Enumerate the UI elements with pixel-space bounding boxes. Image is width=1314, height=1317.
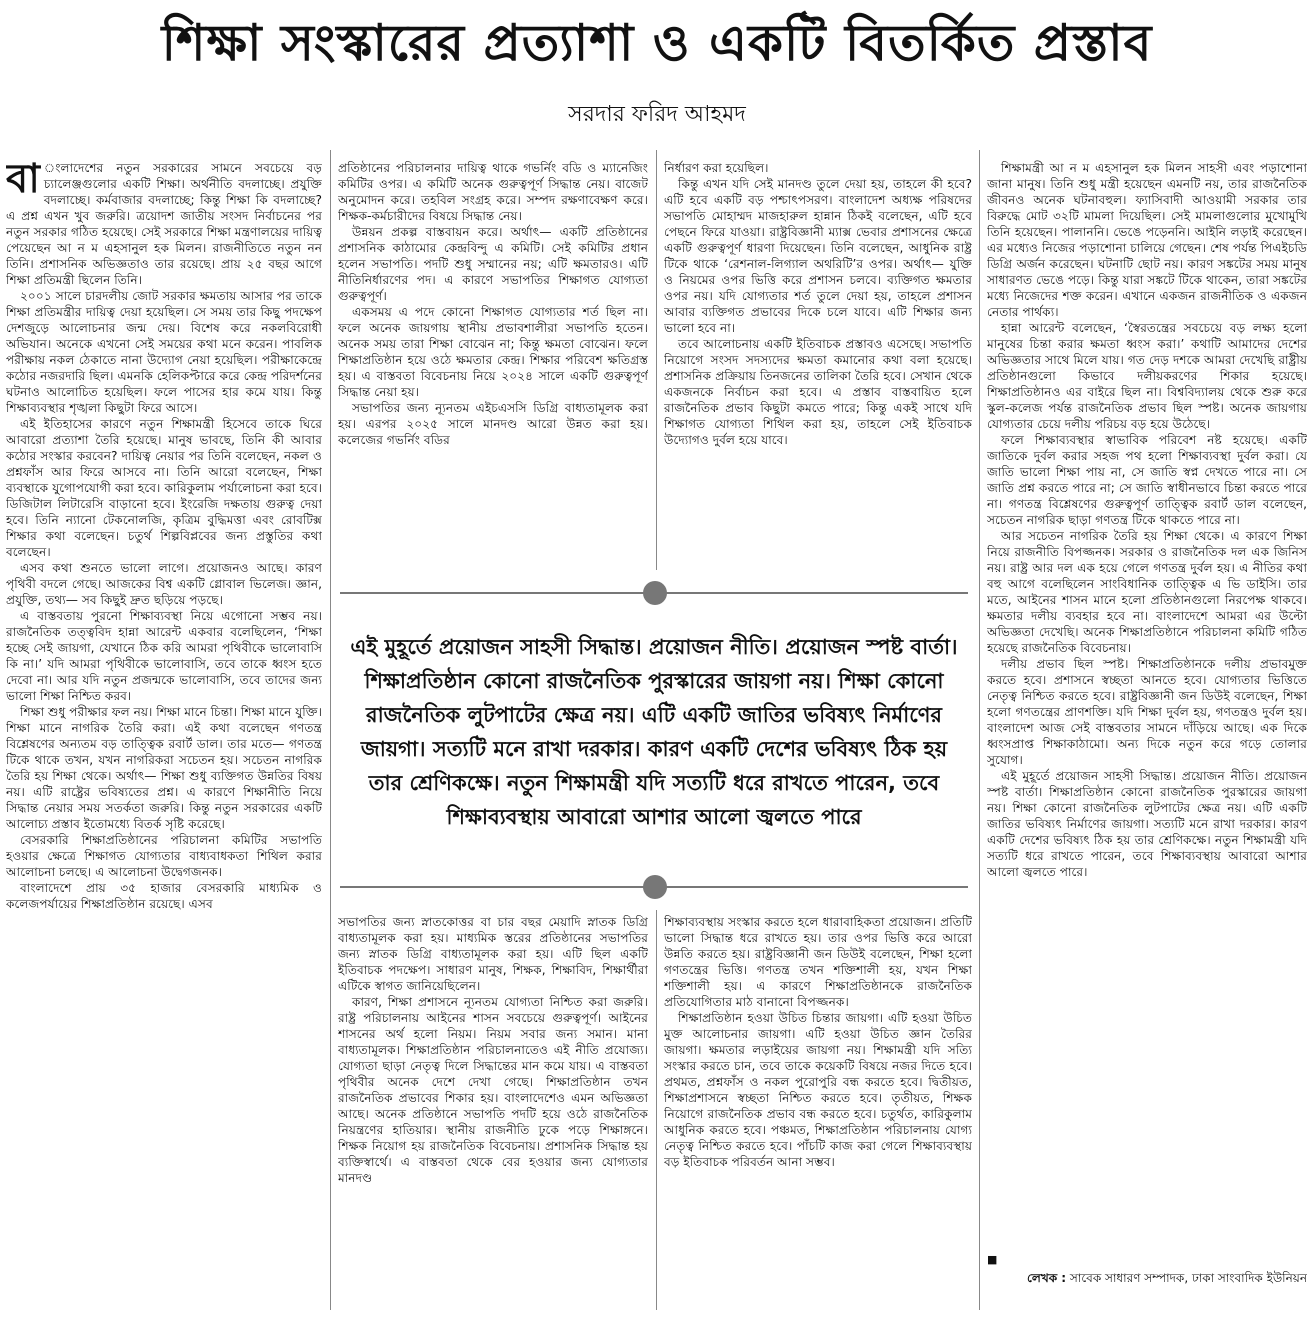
paragraph-text: বেসরকারি শিক্ষাপ্রতিষ্ঠানের পরিচালনা কমিটির সভাপতি হওয়ার ক্ষেত্রে শিক্ষাগত যোগ্যতার বাধ্যবাধকতা শিথিল করার আলোচনা চলছে। এ আলোচনা উদ্বেগজনক। [6, 833, 322, 879]
paragraph-text: আর সচেতন নাগরিক তৈরি হয় শিক্ষা থেকে। এ কারণে শিক্ষা নিয়ে রাজনীতি বিপজ্জনক। সরকার ও রাজনৈতিক দল এক জিনিস নয়। রাষ্ট্র আর দল এক হয়ে গেলে গণতন্ত্র দুর্বল হয়। এ নীতির কথা বহু আগে বলেছিলেন সাংবিধানিক তাত্ত্বিক এ ভি ডাইসি। তার মতে, আইনের শাসন মানে হলো প্রতিষ্ঠানগুলো নিরপেক্ষ থাকবে। ক্ষমতার দলীয় ব্যবহার হবে না। বাংলাদেশে আমরা এর উল্টো অভিজ্ঞতা দেখেছি। অনেক শিক্ষাপ্রতিষ্ঠানে পরিচালনা কমিটি গঠিত হয়েছে রাজনৈতিক বিবেচনায়। [987, 529, 1307, 655]
article-column-4 [987, 160, 1307, 1246]
paragraph-text: উন্নয়ন প্রকল্প বাস্তবায়ন করে। অর্থাৎ— একটি প্রতিষ্ঠানের প্রশাসনিক কাঠামোর কেন্দ্রবিন্দু এ কমিটি। সেই কমিটির প্রধান হলেন সভাপতি। পদটি শুধু সম্মানের নয়; এটি ক্ষমতারও। এটি নীতিনির্ধারণের পদ। এ কারণে সভাপতির শিক্ষাগত যোগ্যতা গুরুত্বপূর্ণ। [338, 225, 648, 303]
paragraph-text: শিক্ষাব্যবস্থায় সংস্কার করতে হলে ধারাবাহিকতা প্রয়োজন। প্রতিটি ভালো সিদ্ধান্ত ধরে রাখতে হয়। তার ওপর ভিত্তি করে আরো উন্নতি করতে হয়। রাষ্ট্রবিজ্ঞানী জন ডিউই বলেছেন, শিক্ষা হলো গণতন্ত্রের ভিত্তি। গণতন্ত্র তখন শক্তিশালী হয়, যখন শিক্ষা শক্তিশালী হয়। এ কারণে শিক্ষাপ্রতিষ্ঠানকে রাজনৈতিক প্রতিযোগিতার মাঠ বানানো বিপজ্জনক। [664, 915, 972, 1009]
paragraph-text: শিক্ষামন্ত্রী আ ন ম এহসানুল হক মিলন সাহসী এবং পড়াশোনা জানা মানুষ। তিনি শুধু মন্ত্রী হয়েছেন এমনটি নয়, তার রাজনৈতিক জীবনও অনেক ঘটনাবহুল। ফ্যাসিবাদী আওয়ামী সরকার তার বিরুদ্ধে মোট ৩২টি মামলা দিয়েছিল। সেই মামলাগুলোর মুখোমুখি তিনি হয়েছেন। পালাননি। ভেঙে পড়েননি। আইনি লড়াই করেছেন। এর মধ্যেও নিজের পড়াশোনা চালিয়ে গেছেন। শেষ পর্যন্ত পিএইচডি ডিগ্রি অর্জন করেছেন। ঘটনাটি ছোট নয়। কারণ সঙ্কটের সময় মানুষ সাধারণত ভেঙে পড়ে। কিন্তু যারা সঙ্কটে টিকে থাকেন, তারা সঙ্কটের মধ্যে নিজেদের শক্ত করেন। এখানে একজন রাজনীতিক ও একজন নেতার পার্থক্য। [987, 161, 1307, 319]
paragraph [338, 304, 648, 400]
paragraph [664, 336, 972, 448]
paragraph-text: একসময় এ পদে কোনো শিক্ষাগত যোগ্যতার শর্ত ছিল না। ফলে অনেক জায়গায় স্থানীয় প্রভাবশালীরা সভাপতি হতেন। অনেক সময় তারা শিক্ষা বোঝেন না; কিন্তু ক্ষমতা বোঝেন। ফলে শিক্ষাপ্রতিষ্ঠান হয়ে ওঠে ক্ষমতার কেন্দ্র। শিক্ষার পরিবেশ ক্ষতিগ্রস্ত হয়। এ বাস্তবতা বিবেচনায় নিয়ে ২০২৪ সালে একটি গুরুত্বপূর্ণ সিদ্ধান্ত নেয়া হয়। [338, 305, 648, 399]
paragraph-text: হান্না আরেন্ট বলেছেন, ‘স্বৈরতন্ত্রের সবচেয়ে বড় লক্ষ্য হলো মানুষের চিন্তা করার ক্ষমতা ধ্বংস করা।’ কথাটি আমাদের দেশের অভিজ্ঞতার সাথে মিলে যায়। গত দেড় দশকে আমরা দেখেছি রাষ্ট্রীয় প্রতিষ্ঠানগুলো কিভাবে দলীয়করণের শিকার হয়েছে। শিক্ষাপ্রতিষ্ঠানও এর বাইরে ছিল না। বিশ্ববিদ্যালয় থেকে শুরু করে স্কুল-কলেজ পর্যন্ত রাজনৈতিক প্রভাব ছিল স্পষ্ট। অনেক জায়গায় যোগ্যতার চেয়ে দলীয় পরিচয় বড় হয়ে উঠেছে। [987, 321, 1307, 431]
paragraph-text: প্রতিষ্ঠানের পরিচালনার দায়িত্ব থাকে গভর্নিং বডি ও ম্যানেজিং কমিটির ওপর। এ কমিটি অনেক গুরুত্বপূর্ণ সিদ্ধান্ত নেয়। বাজেট অনুমোদন করে। তহবিল সংগ্রহ করে। সম্পদ রক্ষণাবেক্ষণ করে। শিক্ষক-কর্মচারীদের বিষয়ে সিদ্ধান্ত নেয়। [338, 161, 648, 223]
paragraph-text: শিক্ষা শুধু পরীক্ষার ফল নয়। শিক্ষা মানে চিন্তা। শিক্ষা মানে যুক্তি। শিক্ষা মানে নাগরিক তৈরি করা। এই কথা বলেছেন গণতন্ত্র বিশ্লেষণের অন্যতম বড় তাত্ত্বিক রবার্ট ডাল। তার মতে— গণতন্ত্র টিকে থাকে তখন, যখন নাগরিকরা সচেতন হয়। সচেতন নাগরিক তৈরি হয় শিক্ষা থেকে। অর্থাৎ— শিক্ষা শুধু ব্যক্তিগত উন্নতির বিষয় নয়। এটি রাষ্ট্রের ভবিষ্যতের প্রশ্ন। এ কারণে শিক্ষানীতি নিয়ে সিদ্ধান্ত নেয়ার সময় সতর্কতা জরুরি। কিন্তু নতুন সরকারের একটি আলোচ্য প্রস্তাব ইতোমধ্যে বিতর্ক সৃষ্টি করেছে। [6, 705, 322, 831]
paragraph [338, 914, 648, 994]
paragraph [6, 608, 322, 704]
author-note [987, 1250, 1307, 1300]
paragraph [987, 432, 1307, 528]
column-rule [656, 150, 657, 570]
article-column-1 [6, 160, 322, 1310]
paragraph-text: দলীয় প্রভাব ছিল স্পষ্ট। শিক্ষাপ্রতিষ্ঠানকে দলীয় প্রভাবমুক্ত করতে হবে। প্রশাসনে স্বচ্ছতা আনতে হবে। যোগ্যতার ভিত্তিতে নেতৃত্ব নিশ্চিত করতে হবে। রাষ্ট্রবিজ্ঞানী জন ডিউই বলেছেন, শিক্ষা হলো গণতন্ত্রের প্রাণশক্তি। যদি শিক্ষা দুর্বল হয়, গণতন্ত্রও দুর্বল হয়। বাংলাদেশ আজ সেই বাস্তবতার সামনে দাঁড়িয়ে আছে। এক দিকে ধ্বংসপ্রাপ্ত শিক্ষাকাঠামো। অন্য দিকে নতুন করে গড়ে তোলার সুযোগ। [987, 657, 1307, 767]
paragraph-text: এই ইতিহাসের কারণে নতুন শিক্ষামন্ত্রী হিসেবে তাকে ঘিরে আবারো প্রত্যাশা তৈরি হয়েছে। মানুষ ভাবছে, তিনি কী আবার কঠোর সংস্কার করবেন? দায়িত্ব নেয়ার পর তিনি বলেছেন, নকল ও প্রশ্নফাঁস আর ফিরে আসবে না। তিনি আরো বলেছেন, শিক্ষা ব্যবস্থাকে যুগোপযোগী করা হবে। কারিকুলাম পর্যালোচনা করা হবে। ডিজিটাল লিটারেসি বাড়ানো হবে। ইংরেজি দক্ষতায় গুরুত্ব দেয়া হবে। তিনি ন্যানো টেকনোলজি, কৃত্রিম বুদ্ধিমত্তা এবং রোবটিক্স শিক্ষার কথা বলেছেন। চতুর্থ শিল্পবিপ্লবের জন্য প্রস্তুতির কথা বলেছেন। [6, 417, 322, 559]
paragraph [338, 160, 648, 224]
article-column-2-top [338, 160, 648, 570]
paragraph [338, 400, 648, 448]
paragraph-text: ২০০১ সালে চারদলীয় জোট সরকার ক্ষমতায় আসার পর তাকে শিক্ষা প্রতিমন্ত্রীর দায়িত্ব দেয়া হয়েছিল। সে সময় তার কিছু পদক্ষেপ দেশজুড়ে আলোচনার জন্ম দেয়। বিশেষ করে নকলবিরোধী অভিযান। অনেকে এখনো সেই সময়ের কথা মনে করেন। পাবলিক পরীক্ষায় নকল ঠেকাতে নানা উদ্যোগ নেয়া হয়েছিল। পরীক্ষাকেন্দ্রে কঠোর নজরদারি ছিল। এমনকি হেলিকপ্টারে করে কেন্দ্র পরিদর্শনের ঘটনাও আলোচিত হয়েছিল। ফলে পাসের হার কমে যায়। কিন্তু শিক্ষাব্যবস্থার শৃঙ্খলা কিছুটা ফিরে আসে। [6, 289, 322, 415]
headline: শিক্ষা সংস্কারের প্রত্যাশা ও একটি বিতর্কিত প্রস্তাব [161, 14, 1153, 72]
paragraph-text: তবে আলোচনায় একটি ইতিবাচক প্রস্তাবও এসেছে। সভাপতি নিয়োগে সংসদ সদস্যদের ক্ষমতা কমানোর কথা বলা হয়েছে। প্রশাসনিক প্রক্রিয়ায় তিনজনের তালিকা তৈরি হবে। সেখান থেকে একজনকে নির্বাচন করা হবে। এ প্রস্তাব বাস্তবায়িত হলে রাজনৈতিক প্রভাব কিছুটা কমতে পারে; কিন্তু একই সাথে যদি শিক্ষাগত যোগ্যতা শিথিল করা হয়, তাহলে সেই ইতিবাচক উদ্যোগও দুর্বল হয়ে যাবে। [664, 337, 972, 447]
paragraph-text: এ বাস্তবতায় পুরনো শিক্ষাব্যবস্থা নিয়ে এগোনো সম্ভব নয়। রাজনৈতিক তত্ত্ববিদ হান্না আরেন্ট একবার বলেছিলেন, ‘শিক্ষা হচ্ছে সেই জায়গা, যেখানে ঠিক করি আমরা পৃথিবীকে ভালোবাসি কি না।’ যদি আমরা পৃথিবীকে ভালোবাসি, তবে তাকে ধ্বংস হতে দেবো না। আর যদি নতুন প্রজন্মকে ভালোবাসি, তবে তাদের জন্য ভালো শিক্ষা নিশ্চিত করব। [6, 609, 322, 703]
paragraph [338, 994, 648, 1186]
author-label: লেখক : [1027, 1271, 1067, 1285]
paragraph [987, 320, 1307, 432]
bullet-icon [643, 875, 667, 899]
paragraph [987, 656, 1307, 768]
paragraph-text: সভাপতির জন্য ন্যূনতম এইচএসসি ডিগ্রি বাধ্যতামূলক করা হয়। এরপর ২০২৫ সালে মানদণ্ড আরো উন্নত করা হয়। কলেজের গভর্নিং বডির [338, 401, 648, 447]
author-line [987, 1269, 1307, 1287]
paragraph-text: নির্ধারণ করা হয়েছিল। [664, 161, 769, 175]
paragraph [6, 416, 322, 560]
paragraph [6, 288, 322, 416]
paragraph-text: এসব কথা শুনতে ভালো লাগে। প্রয়োজনও আছে। কারণ পৃথিবী বদলে গেছে। আজকের বিশ্ব একটি গ্লোবাল ভিলেজ। জ্ঞান, প্রযুক্তি, তথ্য— সব কিছুই দ্রুত ছড়িয়ে পড়ছে। [6, 561, 322, 607]
paragraph-text: এই মুহূর্তে প্রয়োজন সাহসী সিদ্ধান্ত। প্রয়োজন নীতি। প্রয়োজন স্পষ্ট বার্তা। শিক্ষাপ্রতিষ্ঠান কোনো রাজনৈতিক পুরস্কারের জায়গা নয়। শিক্ষা কোনো রাজনৈতিক লুটপাটের ক্ষেত্র নয়। এটি একটি জাতির ভবিষ্যৎ নির্মাণের জায়গা। সত্যটি মনে রাখা দরকার। কারণ একটি দেশের ভবিষ্যৎ ঠিক হয় তার শ্রেণিকক্ষে। নতুন শিক্ষামন্ত্রী যদি সত্যটি ধরে রাখতে পারেন, তবে শিক্ষাব্যবস্থায় আবারো আশার আলো জ্বলতে পারে। [987, 769, 1307, 879]
paragraph-text: শিক্ষাপ্রতিষ্ঠান হওয়া উচিত চিন্তার জায়গা। এটি হওয়া উচিত মুক্ত আলোচনার জায়গা। এটি হওয়া উচিত জ্ঞান তৈরির জায়গা। ক্ষমতার লড়াইয়ের জায়গা নয়। শিক্ষামন্ত্রী যদি সত্যি সংস্কার করতে চান, তবে তাকে কয়েকটি বিষয়ে নজর দিতে হবে। প্রথমত, প্রশ্নফাঁস ও নকল পুরোপুরি বন্ধ করতে হবে। দ্বিতীয়ত, শিক্ষাপ্রশাসনে স্বচ্ছতা নিশ্চিত করতে হবে। তৃতীয়ত, শিক্ষক নিয়োগে রাজনৈতিক প্রভাব বন্ধ করতে হবে। চতুর্থত, কারিকুলাম আধুনিক করতে হবে। পঞ্চমত, শিক্ষাপ্রতিষ্ঠান পরিচালনায় যোগ্য নেতৃত্ব নিশ্চিত করতে হবে। পাঁচটি কাজ করা গেলে শিক্ষাব্যবস্থায় বড় ইতিবাচক পরিবর্তন আনা সম্ভব। [664, 1011, 972, 1169]
paragraph-text: কারণ, শিক্ষা প্রশাসনে ন্যূনতম যোগ্যতা নিশ্চিত করা জরুরি। রাষ্ট্র পরিচালনায় আইনের শাসন সবচেয়ে গুরুত্বপূর্ণ। আইনের শাসনের অর্থ হলো নিয়ম। নিয়ম সবার জন্য সমান। মানা বাধ্যতামূলক। শিক্ষাপ্রতিষ্ঠান পরিচালনাতেও এই নীতি প্রযোজ্য। যোগ্যতা ছাড়া নেতৃত্ব দিলে সিদ্ধান্তের মান কমে যায়। এ বাস্তবতা পৃথিবীর অনেক দেশে দেখা গেছে। শিক্ষাপ্রতিষ্ঠান তখন রাজনৈতিক প্রভাবের শিকার হয়। বাংলাদেশেও এমন অভিজ্ঞতা আছে। অনেক প্রতিষ্ঠানে সভাপতি পদটি হয়ে ওঠে রাজনৈতিক নিয়ন্ত্রণের হাতিয়ার। স্থানীয় রাজনীতি ঢুকে পড়ে শিক্ষাঙ্গনে। শিক্ষক নিয়োগ হয় রাজনৈতিক বিবেচনায়। প্রশাসনিক সিদ্ধান্ত হয় ব্যক্তিস্বার্থে। এ বাস্তবতা থেকে বের হওয়ার জন্য যোগ্যতার মানদণ্ড [338, 995, 648, 1185]
paragraph [664, 160, 972, 176]
paragraph [6, 560, 322, 608]
paragraph [6, 880, 322, 912]
paragraph [987, 528, 1307, 656]
paragraph-text: সভাপতির জন্য স্নাতকোত্তর বা চার বছর মেয়াদি স্নাতক ডিগ্রি বাধ্যতামূলক করা হয়। মাধ্যমিক স্তরের প্রতিষ্ঠানের সভাপতির জন্য স্নাতক ডিগ্রি বাধ্যতামূলক করা হয়। এটি ছিল একটি ইতিবাচক পদক্ষেপ। সাধারণ মানুষ, শিক্ষক, শিক্ষাবিদ, শিক্ষার্থীরা এটিকে স্বাগত জানিয়েছিলেন। [338, 915, 648, 993]
article-column-3-top [664, 160, 972, 570]
byline: সরদার ফরিদ আহমদ [568, 102, 746, 127]
pull-quote-box [330, 604, 978, 902]
pull-quote: এই মুহূর্তে প্রয়োজন সাহসী সিদ্ধান্ত। প্রয়োজন নীতি। প্রয়োজন স্পষ্ট বার্তা। শিক্ষাপ্রতিষ্ঠান কোনো রাজনৈতিক পুরস্কারের জায়গা নয়। শিক্ষা কোনো রাজনৈতিক লুটপাটের ক্ষেত্র নয়। এটি একটি জাতির ভবিষ্যৎ নির্মাণের জায়গা। সত্যটি মনে রাখা দরকার। কারণ একটি দেশের ভবিষ্যৎ ঠিক হয় তার শ্রেণিকক্ষে। নতুন শিক্ষামন্ত্রী যদি সত্যটি ধরে রাখতে পারেন, তবে শিক্ষাব্যবস্থায় আবারো আশার আলো জ্বলতে পারে [350, 635, 958, 829]
paragraph-text: ংলাদেশের নতুন সরকারের সামনে সবচেয়ে বড় চ্যালেঞ্জগুলোর একটি শিক্ষা। অর্থনীতি বদলাচ্ছে। প্রযুক্তি বদলাচ্ছে। কর্মবাজার বদলাচ্ছে; কিন্তু শিক্ষা কি বদলাচ্ছে? এ প্রশ্ন এখন খুব জরুরি। ত্রয়োদশ জাতীয় সংসদ নির্বাচনের পর নতুন সরকার গঠিত হয়েছে। সেই সরকারে শিক্ষা মন্ত্রণালয়ের দায়িত্ব পেয়েছেন আ ন ম এহসানুল হক মিলন। রাজনীতিতে নতুন নন তিনি। প্রশাসনিক অভিজ্ঞতাও তার রয়েছে। প্রায় ২৫ বছর আগে শিক্ষা প্রতিমন্ত্রী ছিলেন তিনি। [6, 161, 322, 287]
drop-cap: বা [6, 160, 40, 202]
paragraph [987, 160, 1307, 320]
paragraph [6, 704, 322, 832]
paragraph-text: কিন্তু এখন যদি সেই মানদণ্ড তুলে দেয়া হয়, তাহলে কী হবে? এটি হবে একটি বড় পশ্চাৎপসরণ। বাংলাদেশ অধ্যক্ষ পরিষদের সভাপতি মোহাম্মদ মাজহারুল হান্নান ঠিকই বলেছেন, এটি হবে পেছনে ফিরে যাওয়া। রাষ্ট্রবিজ্ঞানী ম্যাক্স ভেবার প্রশাসনের ক্ষেত্রে একটি গুরুত্বপূর্ণ ধারণা দিয়েছেন। তিনি বলেছেন, আধুনিক রাষ্ট্র টিকে থাকে ‘রেশনাল-লিগ্যাল অথরিটি’র ওপর। অর্থাৎ— যুক্তি ও নিয়মের ওপর ভিত্তি করে প্রশাসন চলবে। ব্যক্তিগত ক্ষমতার ওপর নয়। যদি যোগ্যতার শর্ত তুলে দেয়া হয়, তাহলে প্রশাসন আবার ব্যক্তিগত প্রভাবের দিকে চলে যাবে। এটি শিক্ষার জন্য ভালো হবে না। [664, 177, 972, 335]
paragraph [987, 768, 1307, 880]
end-mark-icon: ■ [987, 1253, 998, 1266]
article-column-3-bottom [664, 914, 972, 1310]
bullet-icon [643, 581, 667, 605]
column-rule [979, 150, 980, 1310]
article-column-2-bottom [338, 914, 648, 1310]
paragraph [664, 176, 972, 336]
paragraph-text: ফলে শিক্ষাব্যবস্থার স্বাভাবিক পরিবেশ নষ্ট হয়েছে। একটি জাতিকে দুর্বল করার সহজ পথ হলো শিক্ষাব্যবস্থা দুর্বল করা। যে জাতি ভালো শিক্ষা পায় না, সে জাতি স্বপ্ন দেখতে পারে না। সে জাতি প্রশ্ন করতে পারে না; সে জাতি স্বাধীনভাবে চিন্তা করতে পারে না। গণতন্ত্র বিশ্লেষণের গুরুত্বপূর্ণ তাত্ত্বিক রবার্ট ডাল বলেছেন, সচেতন নাগরিক ছাড়া গণতন্ত্র টিকে থাকতে পারে না। [987, 433, 1307, 527]
paragraph [664, 914, 972, 1010]
paragraph [6, 160, 322, 288]
author-bio: সাবেক সাধারণ সম্পাদক, ঢাকা সাংবাদিক ইউনিয়ন [1069, 1271, 1307, 1285]
paragraph [338, 224, 648, 304]
paragraph-text: বাংলাদেশে প্রায় ৩৫ হাজার বেসরকারি মাধ্যমিক ও কলেজপর্যায়ের শিক্ষাপ্রতিষ্ঠান রয়েছে। এসব [6, 881, 322, 911]
paragraph [6, 832, 322, 880]
paragraph [664, 1010, 972, 1170]
column-rule [656, 910, 657, 1310]
